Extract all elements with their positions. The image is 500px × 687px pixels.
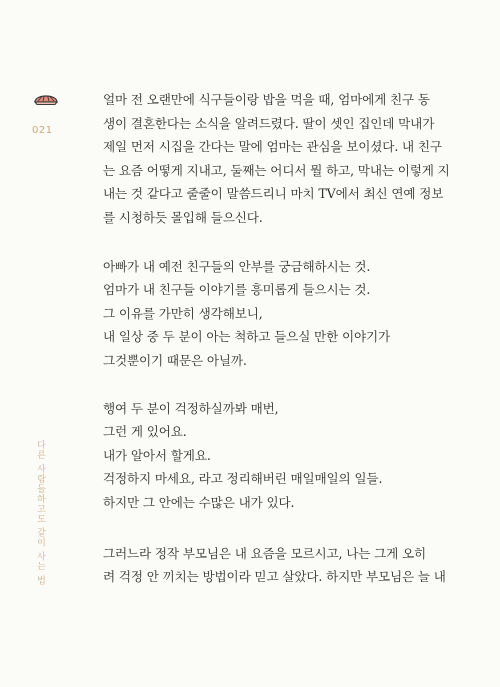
- text-line: 그 이유를 가만히 생각해보니,: [103, 305, 263, 321]
- text-line: 내가 알아서 할게요.: [103, 447, 211, 463]
- text-line: 생이 결혼한다는 소식을 알려드렸다. 딸이 셋인 집인데 막내가: [103, 115, 435, 131]
- text-line: 행여 두 분이 걱정하실까봐 매번,: [103, 400, 279, 416]
- text-line: 려 걱정 안 끼치는 방법이라 믿고 살았다. 하지만 부모님은 늘 내: [103, 569, 446, 585]
- text-line: 그러느라 정작 부모님은 내 요즘을 모르시고, 나는 그게 오히: [103, 545, 427, 561]
- shell-icon: [34, 90, 58, 106]
- text-line: 그것뿐이기 때문은 아닐까.: [103, 352, 247, 368]
- text-line: 를 시청하듯 몰입해 들으신다.: [103, 209, 263, 225]
- paragraph-2: [103, 255, 433, 373]
- text-line: 아빠가 내 예전 친구들의 안부를 궁금해하시는 것.: [103, 258, 371, 274]
- paragraph-1: [103, 88, 450, 230]
- paragraph-3: [103, 397, 433, 515]
- running-title: 다른 사람들하고도 같이 사는 법: [35, 440, 45, 586]
- text-line: 엄마가 내 친구들 이야기를 흥미롭게 들으시는 것.: [103, 282, 371, 298]
- text-line: 그런 게 있어요.: [103, 424, 187, 440]
- text-line: 는 요즘 어떻게 지내고, 둘째는 어디서 뭘 하고, 막내는 이렇게 지: [103, 162, 450, 178]
- text-line: 내는 것 같다고 줄줄이 말씀드리니 마치 TV에서 최신 연예 정보: [103, 186, 444, 202]
- page-number: 021: [32, 125, 53, 136]
- text-line: 제일 먼저 시집을 간다는 말에 엄마는 관심을 보이셨다. 내 친구: [103, 139, 442, 155]
- body-text: [103, 88, 450, 589]
- text-line: 내 일상 중 두 분이 아는 척하고 들으실 만한 이야기가: [103, 329, 391, 345]
- text-line: 하지만 그 안에는 수많은 내가 있다.: [103, 494, 295, 510]
- text-line: 걱정하지 마세요, 라고 정리해버린 매일매일의 일들.: [103, 471, 383, 487]
- text-line: 얼마 전 오랜만에 식구들이랑 밥을 먹을 때, 엄마에게 친구 동: [103, 92, 430, 107]
- paragraph-4: [103, 542, 446, 589]
